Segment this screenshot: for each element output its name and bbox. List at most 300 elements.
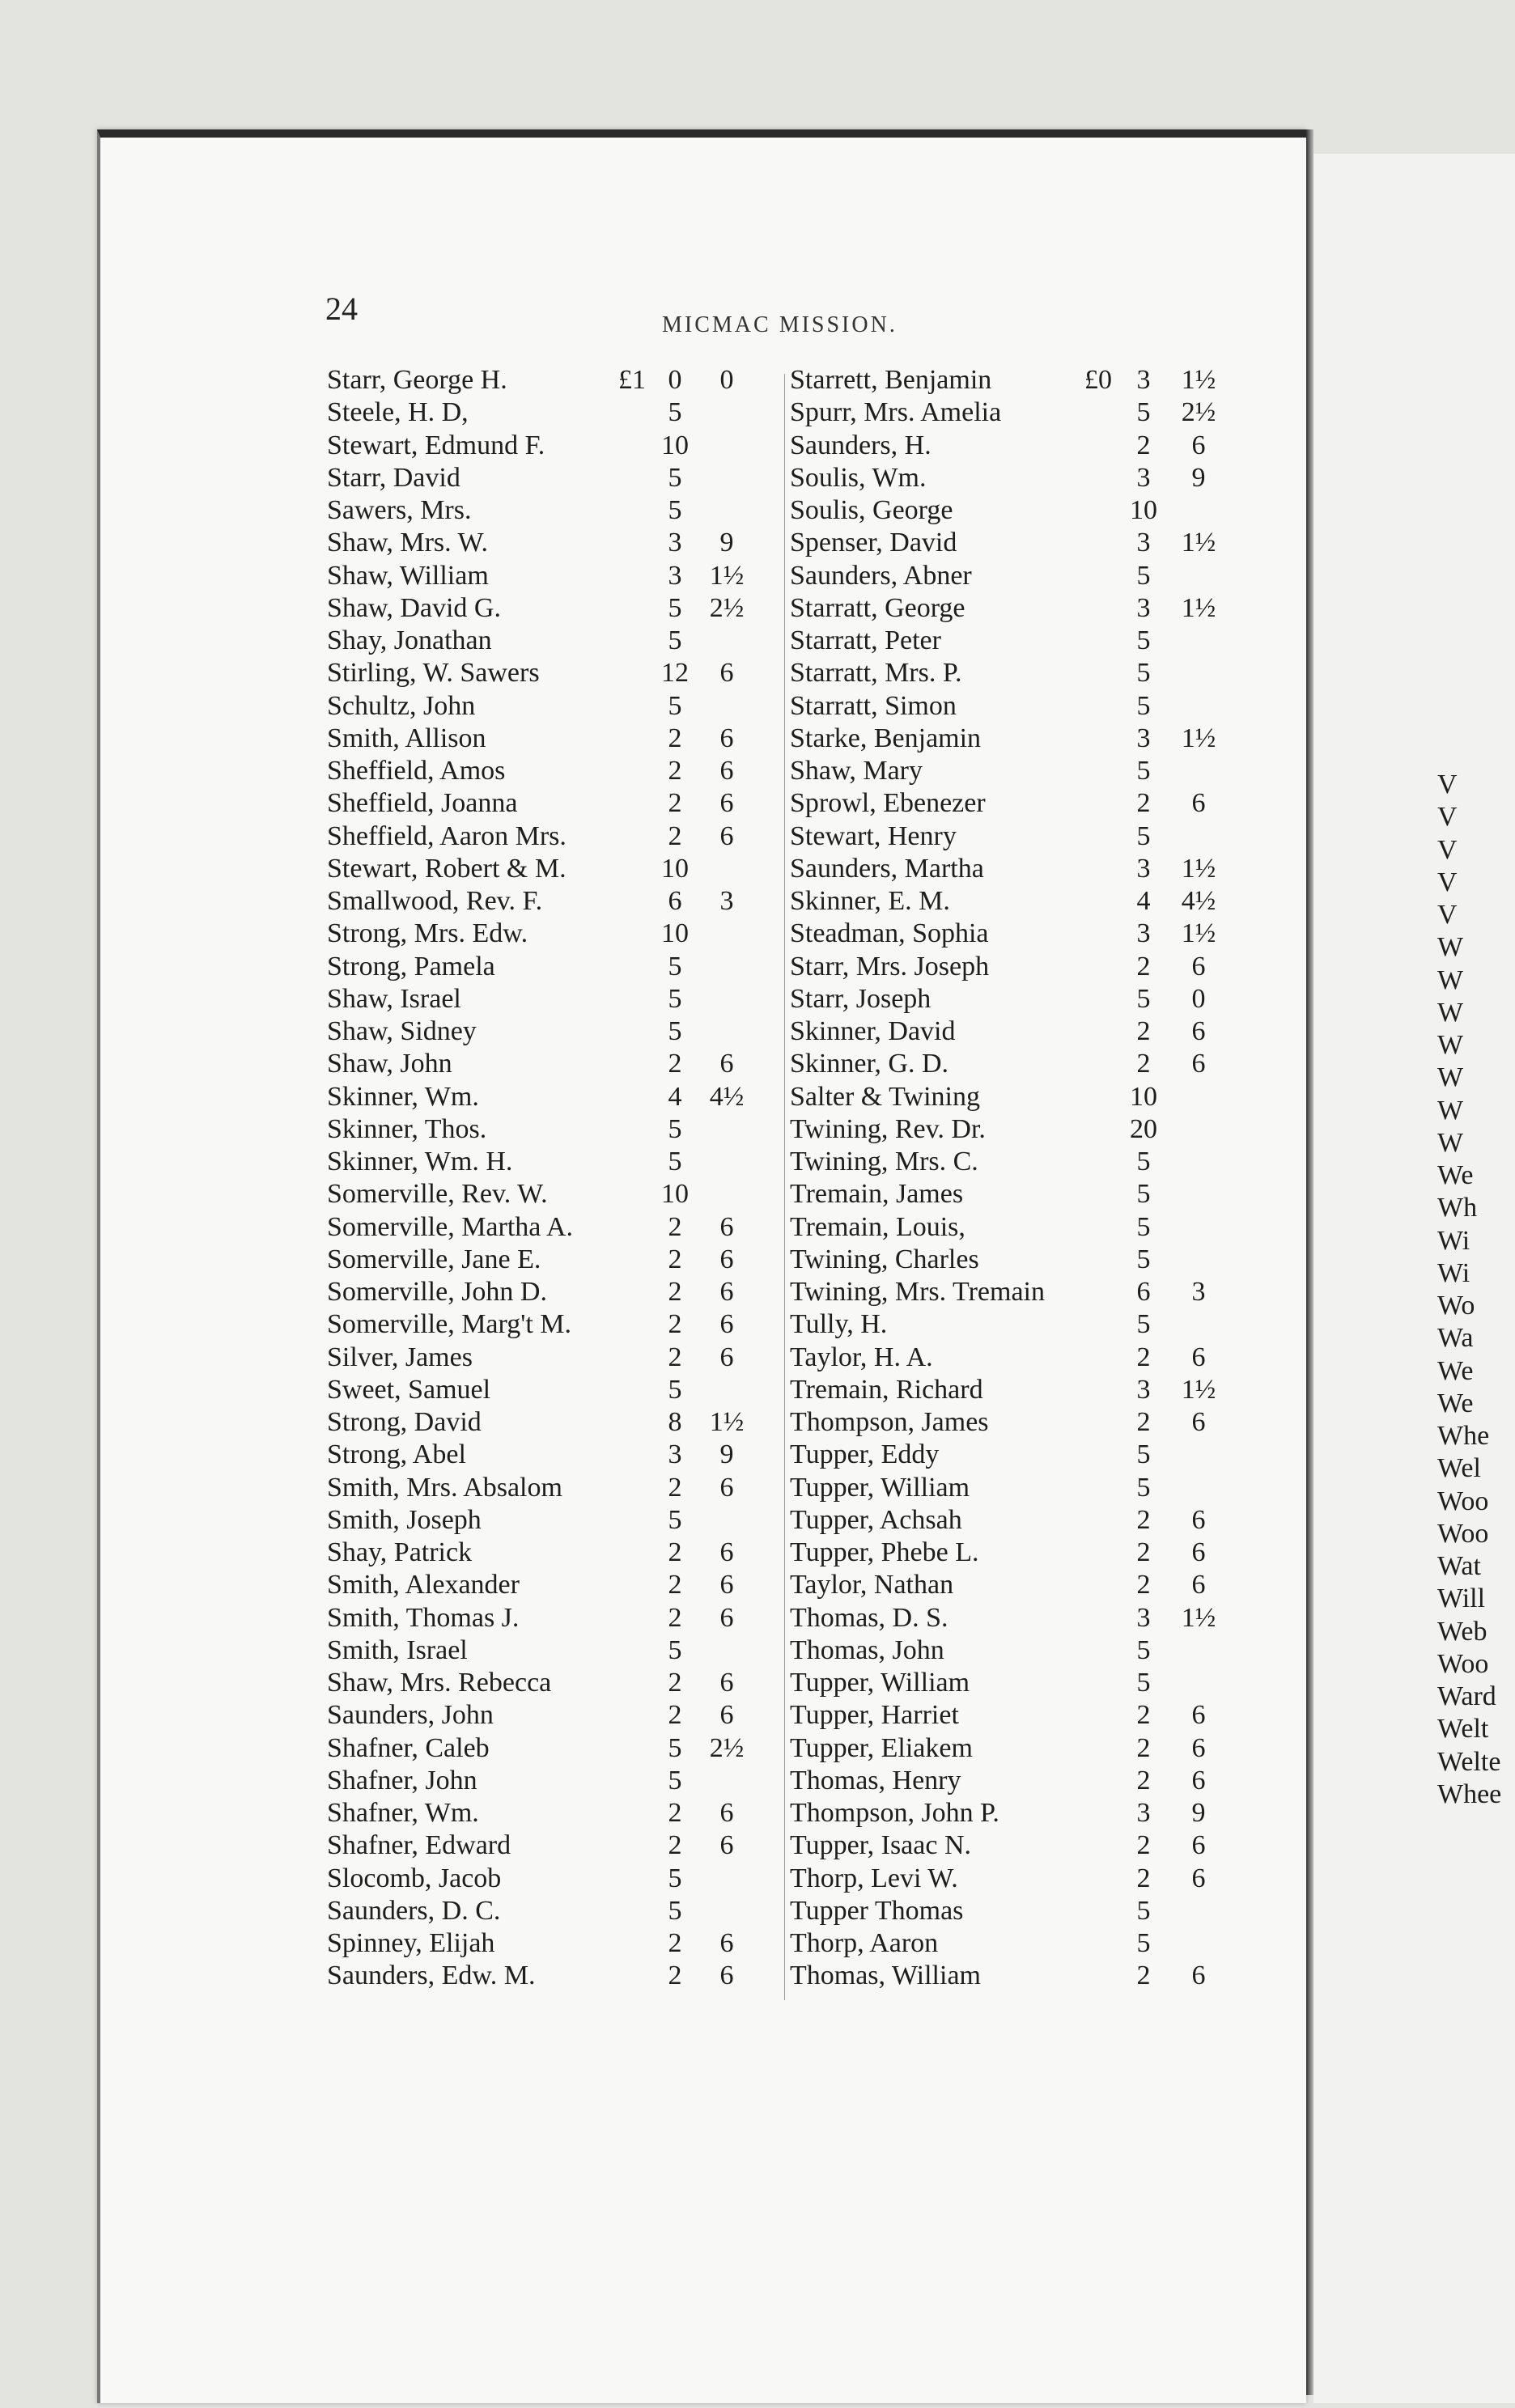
subscription-row	[322, 364, 769, 396]
subscription-row	[322, 1895, 769, 1927]
subscription-row	[322, 1342, 769, 1374]
subscription-row	[322, 494, 769, 527]
subscriber-name: Sheffield, Aaron Mrs.	[327, 820, 567, 851]
amount-shillings: 2	[668, 1961, 682, 1991]
subscription-row	[775, 1634, 1261, 1667]
facing-page-fragment: We	[1437, 1355, 1474, 1386]
amount-shillings: 5	[1136, 1211, 1151, 1242]
subscription-row	[322, 560, 769, 592]
amount-shillings: 3	[668, 560, 682, 591]
subscriber-name: Saunders, John	[327, 1700, 494, 1731]
subscription-row	[322, 1634, 769, 1667]
subscription-row	[322, 1765, 769, 1797]
amount-shillings: 10	[1130, 495, 1157, 525]
amount-shillings: 10	[1130, 1081, 1157, 1112]
amount-shillings: 5	[668, 1765, 682, 1795]
amount-shillings: 2	[1136, 1407, 1151, 1437]
amount-shillings: 5	[668, 983, 682, 1014]
subscriber-name: Starr, David	[327, 462, 460, 493]
subscriber-name: Shaw, Mrs. Rebecca	[327, 1668, 552, 1698]
amount-pence: 6	[719, 1211, 734, 1242]
amount-shillings: 5	[668, 592, 682, 623]
subscriber-name: Sheffield, Amos	[327, 756, 506, 786]
amount-shillings: 2	[668, 1570, 682, 1600]
subscriber-name: Taylor, H. A.	[790, 1342, 933, 1372]
subscriber-name: Tupper, Harriet	[790, 1700, 959, 1731]
subscriber-name: Shafner, Caleb	[327, 1732, 490, 1763]
amount-shillings: 5	[1136, 560, 1151, 591]
amount-shillings: 2	[1136, 1570, 1151, 1600]
amount-shillings: 2	[1136, 430, 1151, 460]
amount-shillings: 2	[1136, 1830, 1151, 1861]
subscriber-name: Sawers, Mrs.	[327, 495, 472, 525]
subscription-row	[775, 1081, 1261, 1113]
subscriber-name: Starke, Benjamin	[790, 723, 982, 753]
subscriber-name: Somerville, Jane E.	[327, 1244, 541, 1274]
subscriber-name: Smith, Joseph	[327, 1504, 482, 1535]
amount-pence: 4½	[1181, 886, 1216, 916]
subscriber-name: Thomas, John	[790, 1634, 944, 1665]
subscriber-name: Sheffield, Joanna	[327, 788, 518, 819]
subscriber-name: Shaw, David G.	[327, 592, 501, 623]
subscriber-name: Smith, Allison	[327, 723, 486, 753]
subscriber-name: Tupper, William	[790, 1668, 970, 1698]
subscription-row	[775, 1211, 1261, 1244]
amount-pence: 1½	[1181, 592, 1216, 623]
subscription-row	[322, 1537, 769, 1569]
subscriber-name: Starr, Mrs. Joseph	[790, 951, 990, 981]
subscriber-name: Smith, Israel	[327, 1634, 468, 1665]
subscriber-name: Tupper, Phebe L.	[790, 1537, 979, 1567]
subscriber-name: Shafner, John	[327, 1765, 477, 1795]
amount-shillings: 8	[668, 1407, 682, 1437]
subscription-row	[775, 1732, 1261, 1765]
amount-shillings: 2	[1136, 1700, 1151, 1731]
subscription-row	[775, 1472, 1261, 1504]
subscription-row	[775, 1015, 1261, 1048]
amount-shillings: 2	[668, 1472, 682, 1503]
amount-pence: 2½	[1181, 397, 1216, 428]
facing-page-fragment: W	[1437, 997, 1464, 1028]
subscriber-name: Tupper, Eddy	[790, 1439, 940, 1470]
subscriber-list-right	[775, 364, 1261, 1993]
amount-shillings: 5	[1136, 1244, 1151, 1274]
subscriber-name: Starratt, Simon	[790, 690, 957, 721]
subscription-row	[322, 657, 769, 689]
subscriber-name: Shafner, Edward	[327, 1830, 511, 1861]
subscription-row	[775, 1342, 1261, 1374]
amount-pence: 6	[719, 723, 734, 753]
subscription-row	[322, 1178, 769, 1210]
subscription-row	[322, 462, 769, 494]
subscriber-name: Starratt, Peter	[790, 625, 941, 655]
amount-pounds: £1	[618, 365, 646, 395]
amount-shillings: 2	[1136, 1504, 1151, 1535]
subscription-row	[775, 1829, 1261, 1862]
subscription-row	[322, 820, 769, 853]
subscriber-name: Tupper, Achsah	[790, 1504, 962, 1535]
subscription-row	[775, 494, 1261, 527]
subscription-row	[775, 1439, 1261, 1471]
amount-pence: 6	[1191, 951, 1206, 981]
subscription-row	[322, 1960, 769, 1992]
subscriber-name: Smallwood, Rev. F.	[327, 886, 543, 916]
amount-pence: 6	[719, 1049, 734, 1079]
subscription-row	[322, 396, 769, 429]
amount-shillings: 0	[668, 365, 682, 395]
amount-shillings: 5	[668, 1732, 682, 1763]
subscriber-name: Saunders, D. C.	[327, 1895, 501, 1926]
amount-shillings: 2	[668, 723, 682, 753]
amount-pence: 6	[719, 658, 734, 689]
amount-shillings: 5	[668, 690, 682, 721]
amount-shillings: 5	[1136, 1634, 1151, 1665]
amount-pence: 6	[719, 756, 734, 786]
amount-shillings: 5	[1136, 1472, 1151, 1503]
subscription-row	[322, 1015, 769, 1048]
amount-pence: 2½	[709, 1732, 745, 1763]
facing-page-fragment: Wat	[1437, 1551, 1481, 1581]
facing-page-fragment: V	[1437, 802, 1458, 833]
amount-pence: 1½	[1181, 723, 1216, 753]
subscriber-name: Thorp, Aaron	[790, 1928, 939, 1958]
subscriber-name: Starrett, Benjamin	[790, 365, 992, 395]
amount-shillings: 4	[668, 1081, 682, 1112]
subscriber-name: Somerville, John D.	[327, 1277, 547, 1307]
subscriber-name: Shay, Patrick	[327, 1537, 473, 1567]
facing-page-fragment: Wo	[1437, 1291, 1475, 1321]
subscription-row	[775, 1797, 1261, 1829]
subscriber-name: Skinner, E. M.	[790, 886, 950, 916]
subscriber-name: Tupper, Eliakem	[790, 1732, 973, 1763]
subscriber-name: Schultz, John	[327, 690, 476, 721]
facing-page-name-fragments	[1437, 769, 1515, 1811]
subscription-row	[775, 1113, 1261, 1146]
amount-pence: 6	[1191, 1407, 1206, 1437]
amount-pence: 6	[1191, 1342, 1206, 1372]
amount-shillings: 2	[1136, 1537, 1151, 1567]
subscription-row	[775, 396, 1261, 429]
subscriber-name: Saunders, H.	[790, 430, 931, 460]
amount-pence: 3	[719, 886, 734, 916]
subscription-row	[322, 853, 769, 885]
subscriber-name: Strong, Abel	[327, 1439, 466, 1470]
subscription-row	[322, 1146, 769, 1178]
subscriber-name: Stewart, Henry	[790, 820, 957, 851]
subscriber-name: Shay, Jonathan	[327, 625, 492, 655]
amount-pence: 1½	[1181, 1602, 1216, 1633]
amount-pence: 6	[1191, 1570, 1206, 1600]
amount-shillings: 3	[1136, 723, 1151, 753]
subscription-row	[775, 1667, 1261, 1699]
amount-shillings: 2	[1136, 1342, 1151, 1372]
subscription-row	[322, 1211, 769, 1244]
subscription-row	[775, 1276, 1261, 1308]
subscriber-name: Tupper, William	[790, 1472, 970, 1503]
amount-shillings: 5	[668, 495, 682, 525]
subscription-row	[322, 755, 769, 787]
amount-pence: 1½	[1181, 365, 1216, 395]
facing-page-fragment: V	[1437, 834, 1458, 865]
amount-pence: 6	[719, 1668, 734, 1698]
subscriber-name: Soulis, George	[790, 495, 953, 525]
amount-pence: 6	[719, 1537, 734, 1567]
amount-shillings: 5	[1136, 397, 1151, 428]
facing-page-fragment: W	[1437, 932, 1464, 963]
subscriber-name: Starratt, Mrs. P.	[790, 658, 962, 689]
facing-page-fragment: Woo	[1437, 1518, 1489, 1549]
facing-page-fragment: W	[1437, 964, 1464, 995]
facing-page-fragment: Ward	[1437, 1681, 1496, 1711]
subscriber-name: Strong, David	[327, 1407, 482, 1437]
amount-pence: 6	[719, 1602, 734, 1633]
subscriber-name: Shaw, Sidney	[327, 1016, 477, 1046]
subscriber-name: Twining, Mrs. C.	[790, 1147, 978, 1176]
facing-page-fragment: Wa	[1437, 1323, 1474, 1354]
amount-pence: 6	[719, 1342, 734, 1372]
facing-page-fragment: V	[1437, 769, 1458, 799]
amount-pence: 6	[719, 1277, 734, 1307]
subscriber-name: Smith, Mrs. Absalom	[327, 1472, 562, 1503]
subscription-row	[775, 1699, 1261, 1732]
amount-pence: 6	[1191, 1537, 1206, 1567]
amount-shillings: 6	[668, 886, 682, 916]
subscription-row	[322, 1829, 769, 1862]
subscriber-name: Spenser, David	[790, 528, 957, 558]
amount-shillings: 5	[1136, 1439, 1151, 1470]
facing-page-fragment: Woo	[1437, 1486, 1489, 1516]
subscription-row	[322, 951, 769, 983]
amount-shillings: 3	[1136, 1374, 1151, 1405]
subscription-row	[775, 1504, 1261, 1537]
facing-page-fragment: Wi	[1437, 1225, 1470, 1256]
amount-pence: 9	[1191, 462, 1206, 493]
subscriber-name: Thomas, William	[790, 1961, 981, 1991]
amount-shillings: 2	[668, 1244, 682, 1274]
subscription-row	[775, 1569, 1261, 1601]
amount-shillings: 5	[1136, 820, 1151, 851]
facing-page-fragment: Wel	[1437, 1453, 1481, 1484]
amount-pence: 1½	[1181, 918, 1216, 949]
amount-shillings: 5	[1136, 1895, 1151, 1926]
subscription-row	[322, 1927, 769, 1960]
subscriber-name: Slocomb, Jacob	[327, 1863, 502, 1893]
amount-shillings: 10	[661, 430, 689, 460]
amount-shillings: 5	[1136, 690, 1151, 721]
page-number: 24	[325, 290, 358, 327]
amount-shillings: 2	[668, 1277, 682, 1307]
amount-shillings: 5	[668, 1147, 682, 1176]
subscription-row	[322, 1308, 769, 1341]
facing-page-fragment: W	[1437, 1062, 1464, 1093]
amount-pence: 6	[719, 1244, 734, 1274]
amount-pence: 1½	[709, 560, 745, 591]
subscription-row	[322, 1732, 769, 1765]
amount-shillings: 2	[668, 1928, 682, 1958]
subscriber-name: Tremain, Louis,	[790, 1211, 965, 1242]
subscription-row	[775, 755, 1261, 787]
subscription-row	[322, 983, 769, 1015]
amount-shillings: 10	[661, 1179, 689, 1210]
subscriber-name: Somerville, Rev. W.	[327, 1179, 548, 1210]
amount-shillings: 2	[1136, 788, 1151, 819]
amount-pence: 6	[719, 788, 734, 819]
amount-shillings: 2	[668, 1798, 682, 1828]
subscription-row	[322, 1699, 769, 1732]
facing-page-fragment: V	[1437, 900, 1458, 930]
subscriber-name: Somerville, Marg't M.	[327, 1309, 572, 1340]
subscription-row	[775, 1178, 1261, 1210]
amount-shillings: 3	[1136, 918, 1151, 949]
amount-pence: 6	[1191, 1863, 1206, 1893]
facing-page-fragment: Wh	[1437, 1193, 1478, 1223]
amount-shillings: 10	[661, 853, 689, 884]
amount-shillings: 5	[1136, 1668, 1151, 1698]
subscriber-name: Smith, Alexander	[327, 1570, 520, 1600]
subscription-row	[322, 1244, 769, 1276]
subscriber-name: Starr, George H.	[327, 365, 507, 395]
subscriber-name: Starr, Joseph	[790, 983, 931, 1014]
amount-shillings: 12	[661, 658, 689, 689]
amount-pence: 6	[1191, 1700, 1206, 1731]
subscription-row	[775, 787, 1261, 820]
amount-shillings: 2	[1136, 1863, 1151, 1893]
subscription-row	[322, 430, 769, 462]
amount-shillings: 5	[668, 1504, 682, 1535]
subscriber-name: Smith, Thomas J.	[327, 1602, 520, 1633]
subscription-row	[322, 1374, 769, 1406]
subscription-row	[322, 1439, 769, 1471]
amount-shillings: 3	[1136, 1602, 1151, 1633]
facing-page-fragment: Welt	[1437, 1714, 1489, 1745]
subscription-row	[322, 787, 769, 820]
amount-pence: 6	[1191, 1049, 1206, 1079]
amount-shillings: 5	[668, 1016, 682, 1046]
amount-shillings: 5	[1136, 625, 1151, 655]
subscription-row	[775, 527, 1261, 559]
facing-page-fragment: W	[1437, 1127, 1464, 1158]
subscriber-name: Thompson, James	[790, 1407, 989, 1437]
subscriber-name: Stewart, Edmund F.	[327, 430, 545, 460]
subscriber-name: Sweet, Samuel	[327, 1374, 491, 1405]
subscription-row	[775, 690, 1261, 723]
amount-shillings: 10	[661, 918, 689, 949]
amount-shillings: 2	[1136, 1049, 1151, 1079]
subscriber-name: Somerville, Martha A.	[327, 1211, 574, 1242]
amount-pence: 0	[1191, 983, 1206, 1014]
amount-pence: 6	[1191, 430, 1206, 460]
subscriber-name: Silver, James	[327, 1342, 473, 1372]
amount-pence: 1½	[709, 1407, 745, 1437]
subscriber-list-left	[322, 364, 769, 1993]
subscriber-name: Saunders, Abner	[790, 560, 972, 591]
subscription-row	[775, 1308, 1261, 1341]
facing-page-fragment: Welte	[1437, 1746, 1501, 1777]
subscription-row	[775, 1374, 1261, 1406]
amount-shillings: 3	[1136, 1798, 1151, 1828]
subscription-row	[775, 951, 1261, 983]
amount-shillings: 5	[1136, 1179, 1151, 1210]
amount-shillings: 3	[1136, 462, 1151, 493]
amount-pence: 6	[1191, 1765, 1206, 1795]
subscriber-name: Soulis, Wm.	[790, 462, 927, 493]
amount-pence: 3	[1191, 1277, 1206, 1307]
subscriber-name: Tully, H.	[790, 1309, 888, 1340]
amount-shillings: 2	[668, 788, 682, 819]
subscriber-name: Skinner, Wm.	[327, 1081, 479, 1112]
subscription-row	[322, 1602, 769, 1634]
subscriber-name: Strong, Mrs. Edw.	[327, 918, 528, 949]
amount-pence: 6	[719, 1570, 734, 1600]
subscriber-name: Shaw, John	[327, 1049, 452, 1079]
facing-page-fragment: Woo	[1437, 1648, 1489, 1679]
subscription-row	[322, 592, 769, 625]
facing-page-fragment: Wi	[1437, 1257, 1470, 1288]
subscriber-name: Stewart, Robert & M.	[327, 853, 567, 884]
amount-shillings: 5	[668, 1634, 682, 1665]
subscription-row	[322, 1048, 769, 1080]
amount-pence: 6	[1191, 1961, 1206, 1991]
amount-shillings: 5	[668, 625, 682, 655]
amount-shillings: 2	[668, 1830, 682, 1861]
subscriber-name: Saunders, Edw. M.	[327, 1961, 536, 1991]
amount-shillings: 5	[668, 1113, 682, 1144]
amount-shillings: 2	[668, 1668, 682, 1698]
amount-shillings: 5	[668, 951, 682, 981]
amount-pence: 6	[719, 820, 734, 851]
amount-shillings: 5	[668, 397, 682, 428]
amount-shillings: 2	[1136, 1732, 1151, 1763]
subscriber-name: Skinner, G. D.	[790, 1049, 949, 1079]
amount-pence: 6	[1191, 1016, 1206, 1046]
subscriber-name: Thorp, Levi W.	[790, 1863, 958, 1893]
subscriber-name: Shafner, Wm.	[327, 1798, 479, 1828]
amount-shillings: 5	[1136, 983, 1151, 1014]
amount-pence: 6	[719, 1798, 734, 1828]
subscription-row	[775, 1146, 1261, 1178]
subscription-row	[322, 918, 769, 950]
subscription-row	[322, 1276, 769, 1308]
amount-shillings: 20	[1130, 1113, 1157, 1144]
subscriber-name: Thomas, Henry	[790, 1765, 961, 1795]
facing-page-fragment: W	[1437, 1095, 1464, 1126]
subscription-row	[322, 1406, 769, 1439]
subscriber-name: Steele, H. D,	[327, 397, 469, 428]
subscriber-name: Spinney, Elijah	[327, 1928, 495, 1958]
subscription-row	[322, 1081, 769, 1113]
subscriber-name: Tupper, Isaac N.	[790, 1830, 972, 1861]
subscriber-name: Shaw, Mrs. W.	[327, 528, 488, 558]
facing-page-fragment: We	[1437, 1388, 1474, 1418]
subscription-row	[775, 1863, 1261, 1895]
subscriber-name: Steadman, Sophia	[790, 918, 989, 949]
subscriber-name: Shaw, Israel	[327, 983, 461, 1014]
subscriber-name: Skinner, Wm. H.	[327, 1147, 513, 1176]
amount-pence: 6	[719, 1928, 734, 1958]
subscription-row	[322, 1569, 769, 1601]
amount-pence: 6	[719, 1472, 734, 1503]
amount-shillings: 5	[1136, 1928, 1151, 1958]
subscription-row	[775, 592, 1261, 625]
amount-shillings: 2	[668, 1700, 682, 1731]
amount-shillings: 2	[668, 756, 682, 786]
subscription-row	[775, 560, 1261, 592]
amount-pence: 1½	[1181, 853, 1216, 884]
subscription-row	[322, 1797, 769, 1829]
facing-page-fragment: W	[1437, 1030, 1464, 1060]
amount-shillings: 2	[1136, 1765, 1151, 1795]
subscriber-name: Taylor, Nathan	[790, 1570, 954, 1600]
